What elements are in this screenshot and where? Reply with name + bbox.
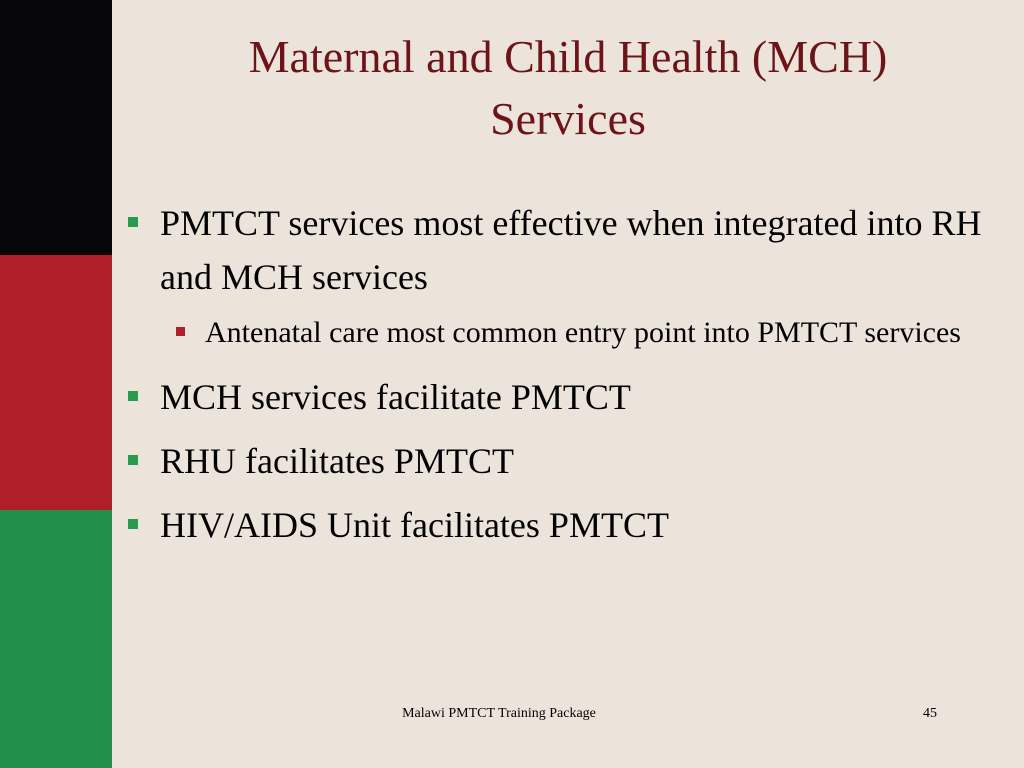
square-bullet-icon	[128, 391, 138, 401]
bullet-item	[126, 196, 986, 304]
bullet-text: PMTCT services most effective when integrated into RH and MCH services	[160, 203, 982, 297]
flag-stripe-green	[0, 510, 112, 768]
square-bullet-icon	[128, 455, 138, 465]
bullet-item	[126, 434, 986, 488]
bullet-text: MCH services facilitate PMTCT	[160, 377, 631, 417]
slide-title-line-2: Services	[490, 93, 646, 144]
bullet-list	[126, 196, 986, 562]
bullet-item	[126, 370, 986, 424]
footer-text: Malawi PMTCT Training Package	[402, 706, 596, 721]
slide-title-line-1: Maternal and Child Health (MCH)	[248, 31, 888, 82]
bullet-text: HIV/AIDS Unit facilitates PMTCT	[160, 505, 669, 545]
square-bullet-icon	[128, 519, 138, 529]
page-number: 45	[923, 706, 937, 721]
flag-stripe-black	[0, 0, 112, 255]
square-bullet-icon	[128, 217, 138, 227]
slide-title	[112, 26, 1024, 150]
bullet-text: RHU facilitates PMTCT	[160, 441, 514, 481]
sub-bullet-item	[172, 310, 986, 356]
sub-bullet-text: Antenatal care most common entry point into PMTCT services	[205, 316, 961, 349]
flag-stripe-red	[0, 255, 112, 510]
bullet-item	[126, 498, 986, 552]
square-bullet-icon	[176, 327, 185, 336]
